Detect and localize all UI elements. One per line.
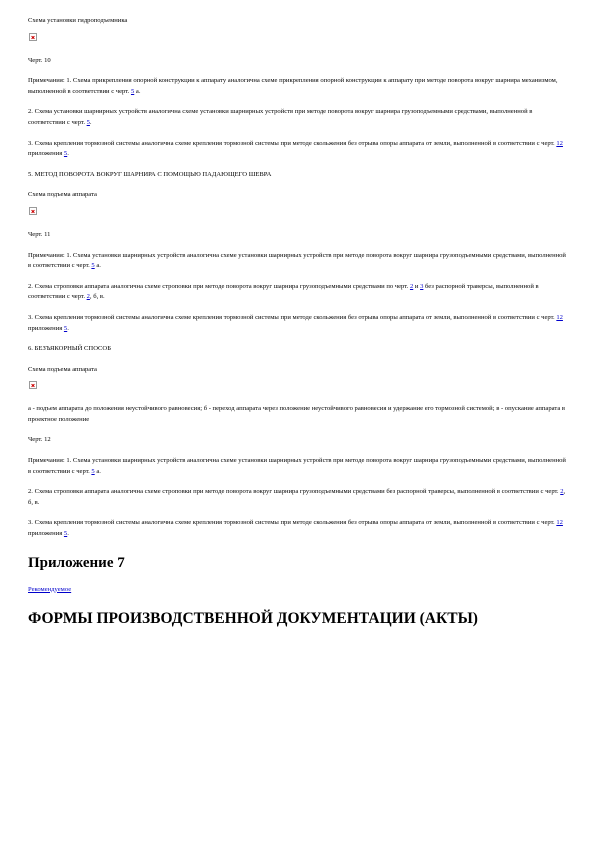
note-paragraph: 3. Схема крепления тормозной системы аналогична схеме крепления тормозной системы при методе скольжения без отрыва опоры аппарата от земли, выполненной в соответствии с черт. 12 приложения 5. xyxy=(28,519,563,538)
drawing-link[interactable]: 12 xyxy=(556,519,563,527)
note-paragraph: Примечания: 1. Схема установки шарнирных устройств аналогична схеме установки шарнирных устройств при методе поворота вокруг шарнира грузоподъемными средствами, выполненной в соответствии с черт. 5 а. xyxy=(28,251,566,270)
drawing-link[interactable]: 2 xyxy=(409,282,414,290)
note-paragraph: 2. Схема строповки аппарата аналогична схеме строповки при методе поворота вокруг шарнира грузоподъемными средствами по черт. 2 и 3 без распорной траверсы, выполненной в соответствии с черт. 2, б, в. xyxy=(28,282,539,301)
document-heading: ФОРМЫ ПРОИЗВОДСТВЕННОЙ ДОКУМЕНТАЦИИ (АКТЫ) xyxy=(28,609,478,627)
drawing-label: Черт. 12 xyxy=(28,436,51,444)
broken-image-icon xyxy=(29,381,37,389)
drawing-link[interactable]: 3 xyxy=(420,282,424,290)
drawing-label: Черт. 11 xyxy=(28,230,51,238)
appendix-title: Приложение 7 xyxy=(28,554,125,571)
drawing-link[interactable]: 2 xyxy=(560,488,564,496)
caption: Схема подъема аппарата xyxy=(28,191,97,199)
document-page xyxy=(28,16,568,628)
note-paragraph: 2. Схема установки шарнирных устройств аналогична схеме установки шарнирных устройств при методе поворота вокруг шарнира грузоподъемными средствами, выполненной в соответствии с черт. 5. xyxy=(28,108,533,126)
caption: Схема подъема аппарата xyxy=(28,365,97,373)
appendix-link[interactable]: 5 xyxy=(63,324,68,332)
broken-image-icon xyxy=(29,207,37,215)
note-paragraph: 3. Схема крепления тормозной системы аналогична схеме крепления тормозной системы при методе скольжения без отрыва опоры аппарата от земли, выполненной в соответствии с черт. 12 приложения 5. xyxy=(28,313,563,332)
drawing-link[interactable]: 2 xyxy=(86,293,90,301)
drawing-link[interactable]: 5 xyxy=(91,262,95,270)
note-paragraph: 2. Схема строповки аппарата аналогична схеме строповки при методе поворота вокруг шарнира грузоподъемными средствами без распорной траверсы, выполненной в соответствии с черт. 2, б, в. xyxy=(28,488,566,506)
section-heading: 6. БЕЗЪЯКОРНЫЙ СПОСОБ xyxy=(28,345,111,353)
broken-image-icon xyxy=(29,33,37,41)
caption: Схема установки гидроподъемника xyxy=(28,17,128,24)
drawing-link[interactable]: 5 xyxy=(86,118,90,126)
status-link[interactable]: Рекомендуемое xyxy=(28,585,72,593)
note-paragraph: 3. Схема крепления тормозной системы аналогична схеме крепления тормозной системы при методе скольжения без отрыва опоры аппарата от земли, выполненной в соответствии с черт. 12 приложения 5. xyxy=(28,139,563,158)
note-paragraph: Примечания: 1. Схема прикрепления опорной конструкции к аппарату аналогична схеме прикрепления опорной конструкции к аппарату при методе поворота вокруг шарнира механизмом, выполненной в соответствии с черт. 5 а. xyxy=(28,77,558,95)
drawing-link[interactable]: 5 xyxy=(91,467,95,475)
appendix-link[interactable]: 5 xyxy=(63,150,68,158)
figure-legend: а - подъем аппарата до положения неустойчивого равновесия; б - переход аппарата через положение неустойчивого равновесия и удержание его тормозной системой; в - опускание аппарата в проектное положение xyxy=(28,405,566,423)
drawing-link[interactable]: 5 xyxy=(130,87,135,95)
drawing-link[interactable]: 12 xyxy=(556,313,563,321)
note-paragraph: Примечания: 1. Схема установки шарнирных устройств аналогична схеме установки шарнирных устройств при методе поворота вокруг шарнира грузоподъемными средствами, выполненной в соответствии с черт. 5 а. xyxy=(28,457,566,475)
section-heading: 5. МЕТОД ПОВОРОТА ВОКРУГ ШАРНИРА С ПОМОЩЬЮ ПАДАЮЩЕГО ШЕВРА xyxy=(28,170,272,178)
appendix-link[interactable]: 5 xyxy=(63,530,68,538)
drawing-link[interactable]: 12 xyxy=(556,139,563,147)
drawing-label: Черт. 10 xyxy=(28,56,51,64)
